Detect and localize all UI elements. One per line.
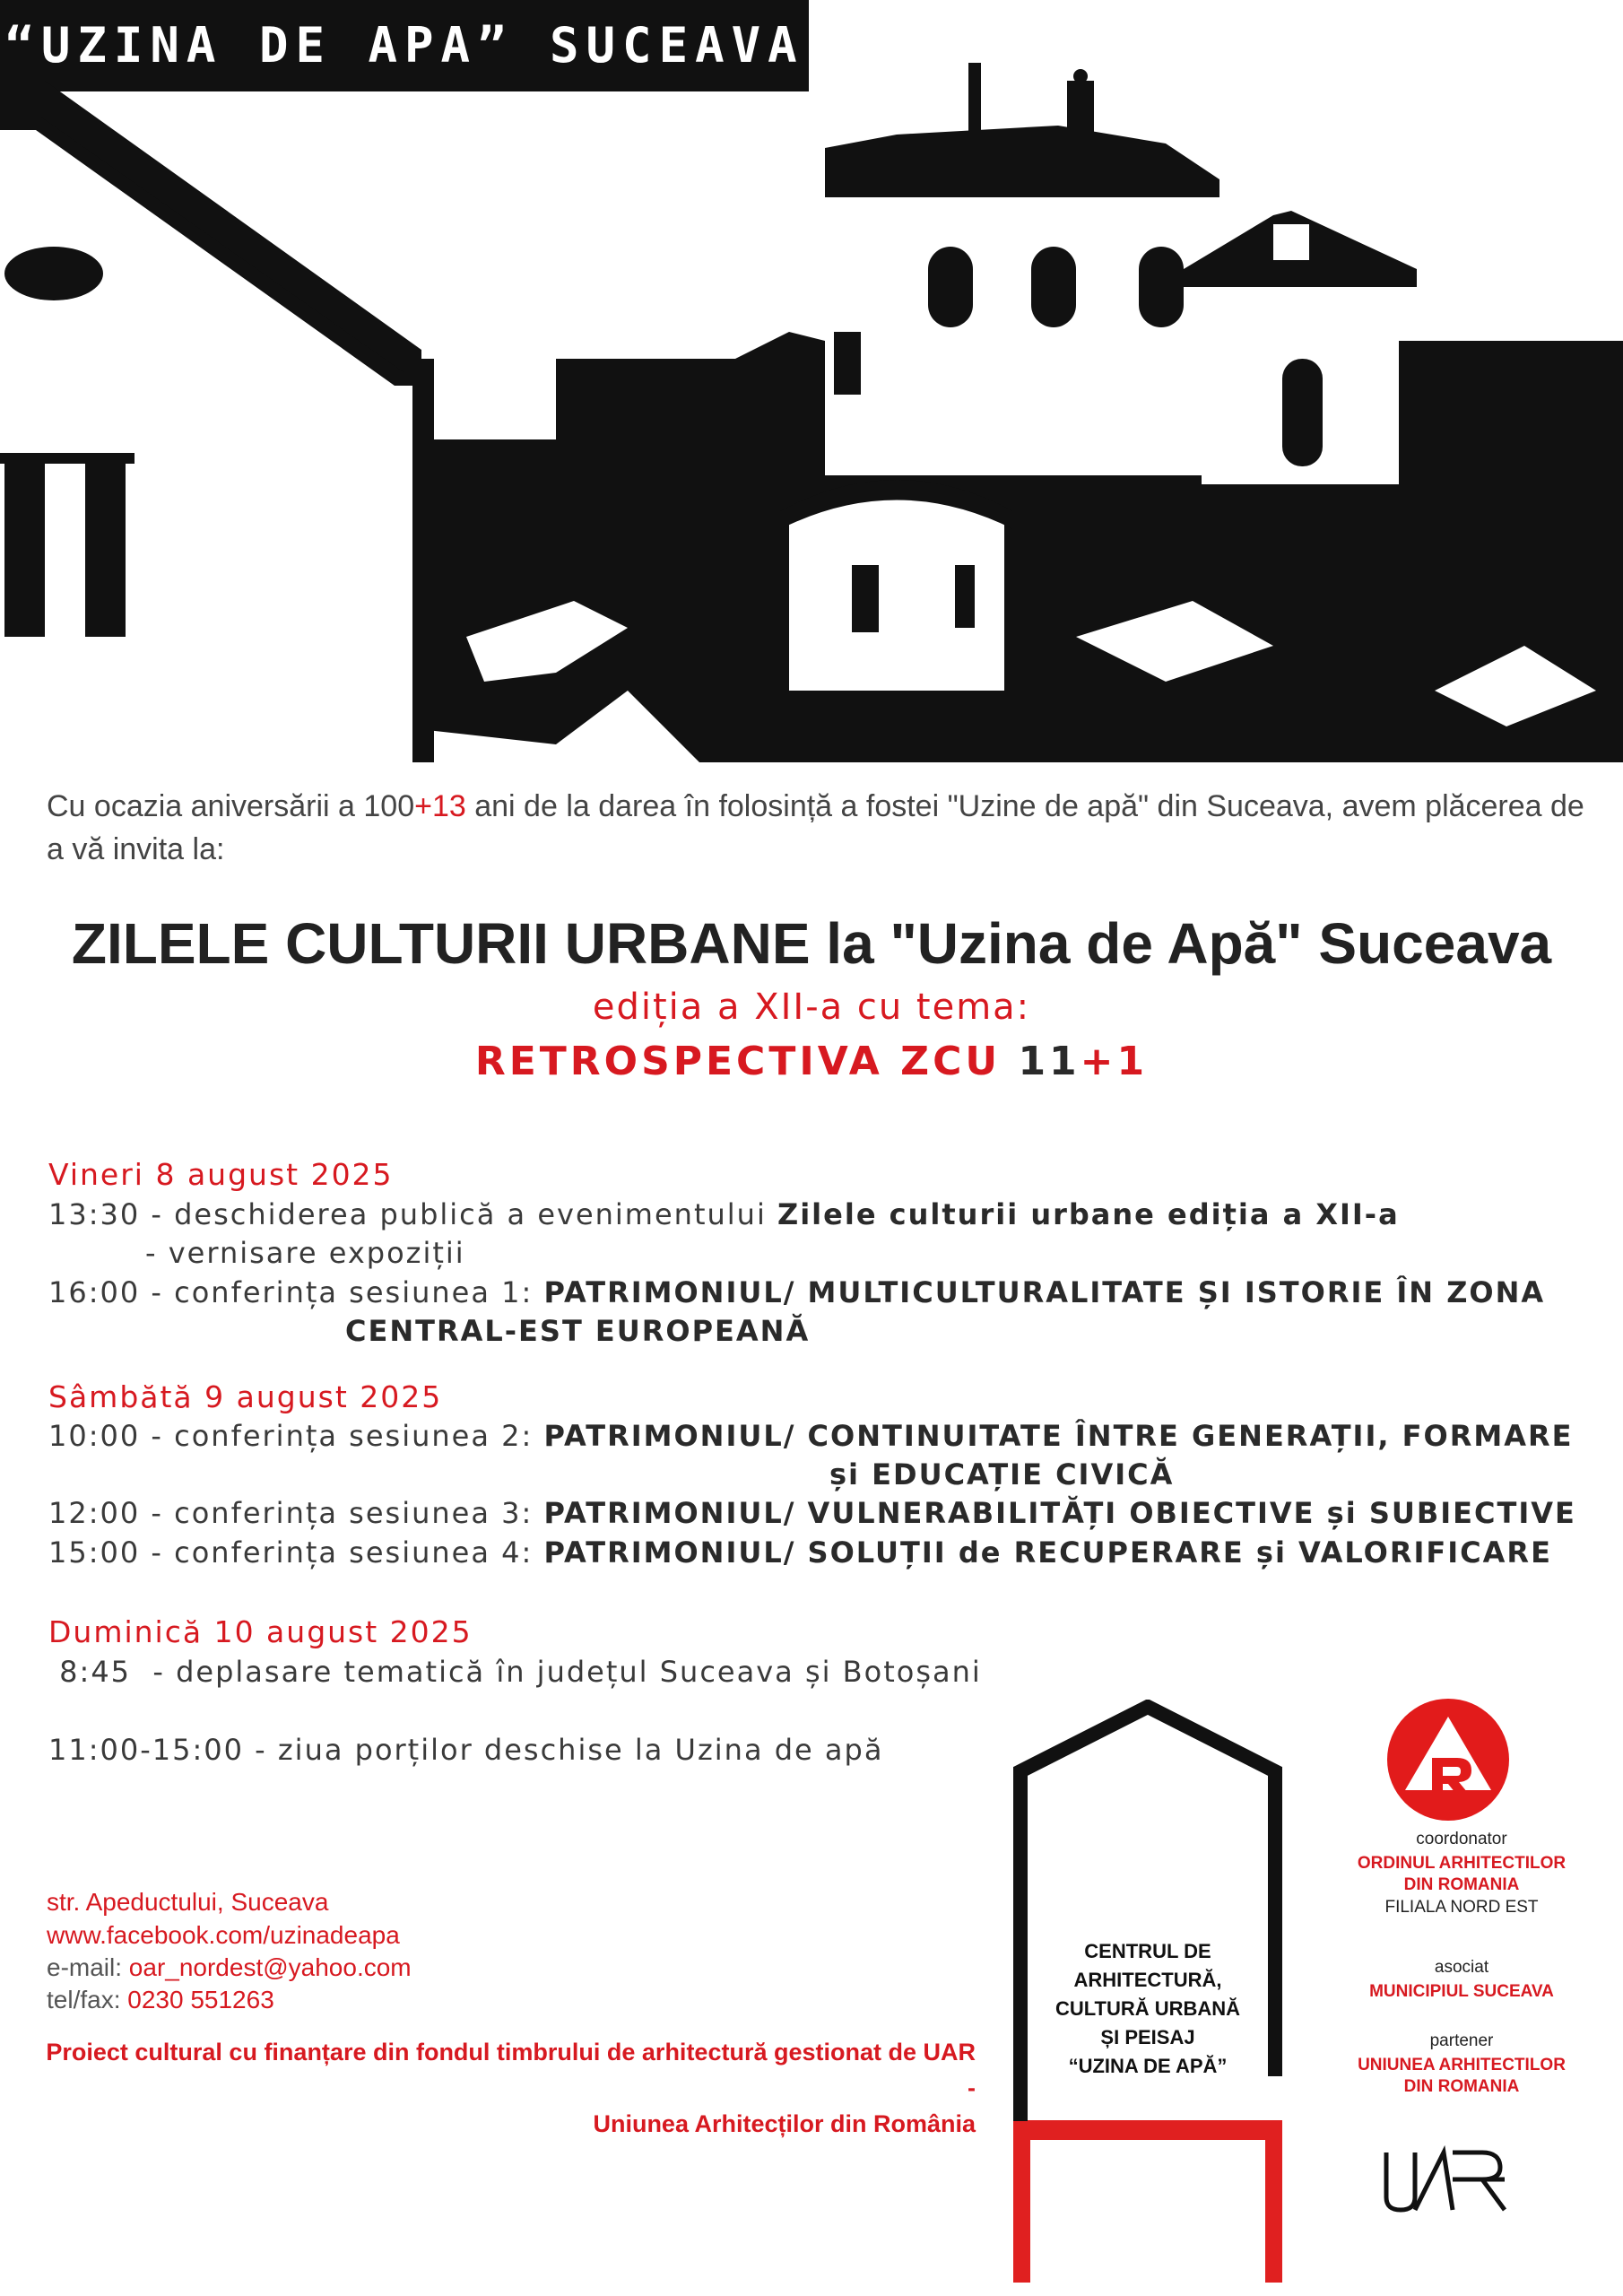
schedule-item-cont: CENTRAL-EST EUROPEANĂ: [345, 1314, 811, 1348]
edition-subtitle: ediția a XII-a cu tema:: [592, 987, 1031, 1028]
intro-text: Cu ocazia aniversării a 100+13 ani de la darea în folosință a fostei "Uzine de apă" din Suceava, avem plăcerea de a vă invita la:: [47, 789, 1584, 866]
tel-line: tel/fax: 0230 551263: [47, 1986, 274, 2013]
email-link[interactable]: oar_nordest@yahoo.com: [128, 1953, 412, 1981]
day-saturday: Sâmbătă 9 august 2025: [48, 1379, 443, 1414]
intro-highlight: +13: [414, 789, 466, 823]
partner-block: partener UNIUNEA ARHITECTILOR DIN ROMANIA: [1358, 2031, 1566, 2096]
schedule-item-cont: - vernisare expoziții: [145, 1236, 465, 1270]
theme-title: RETROSPECTIVA ZCU 11+1: [474, 1039, 1149, 1084]
facebook-link[interactable]: www.facebook.com/uzinadeapa: [47, 1921, 400, 1949]
header-label: “UZINA DE APA” SUCEAVA: [0, 0, 809, 91]
email-line: e-mail: oar_nordest@yahoo.com: [47, 1953, 412, 1981]
schedule-item: 15:00 - conferința sesiunea 4: PATRIMONIUL/ SOLUȚII de RECUPERARE și VALORIFICARE: [48, 1535, 1552, 1570]
uar-logo-icon: [1379, 2144, 1514, 2215]
schedule-item: 13:30 - deschiderea publică a evenimentului Zilele culturii urbane ediția a XII-a: [48, 1197, 1400, 1231]
schedule-item: 11:00-15:00 - ziua porților deschise la Uzina de apă: [48, 1733, 884, 1767]
event-title: ZILELE CULTURII URBANE la "Uzina de Apă" Suceava: [71, 911, 1552, 976]
coordinator-block: coordonator ORDINUL ARHITECTILOR DIN ROMANIA FILIALA NORD EST: [1357, 1830, 1567, 1917]
centre-name: CENTRUL DE ARHITECTURĂ, CULTURĂ URBANĂ ȘI PEISAJ “UZINA DE APĂ”: [1055, 1940, 1241, 2077]
building-illustration: [0, 63, 1623, 762]
oar-logo-icon: [1385, 1697, 1511, 1822]
schedule-item: 12:00 - conferința sesiunea 3: PATRIMONIUL/ VULNERABILITĂȚI OBIECTIVE și SUBIECTIVE: [48, 1496, 1576, 1530]
schedule-item-cont: și EDUCAȚIE CIVICĂ: [829, 1457, 1175, 1492]
day-sunday: Duminică 10 august 2025: [48, 1614, 473, 1649]
address: str. Apeductului, Suceava: [47, 1888, 329, 1916]
schedule-item: 10:00 - conferința sesiunea 2: PATRIMONIUL/ CONTINUITATE ÎNTRE GENERAȚII, FORMARE: [48, 1419, 1574, 1453]
schedule-item: 16:00 - conferința sesiunea 1: PATRIMONIUL/ MULTICULTURALITATE ȘI ISTORIE ÎN ZONA: [48, 1275, 1546, 1309]
schedule-item: 8:45 - deplasare tematică în județul Suceava și Botoșani: [48, 1655, 982, 1689]
day-friday: Vineri 8 august 2025: [48, 1157, 394, 1192]
funding-note: Proiect cultural cu finanțare din fondul timbrului de arhitectură gestionat de UAR - Uniunea Arhitecților din România: [46, 2039, 976, 2137]
associate-block: asociat MUNICIPIUL SUCEAVA: [1369, 1958, 1554, 2001]
